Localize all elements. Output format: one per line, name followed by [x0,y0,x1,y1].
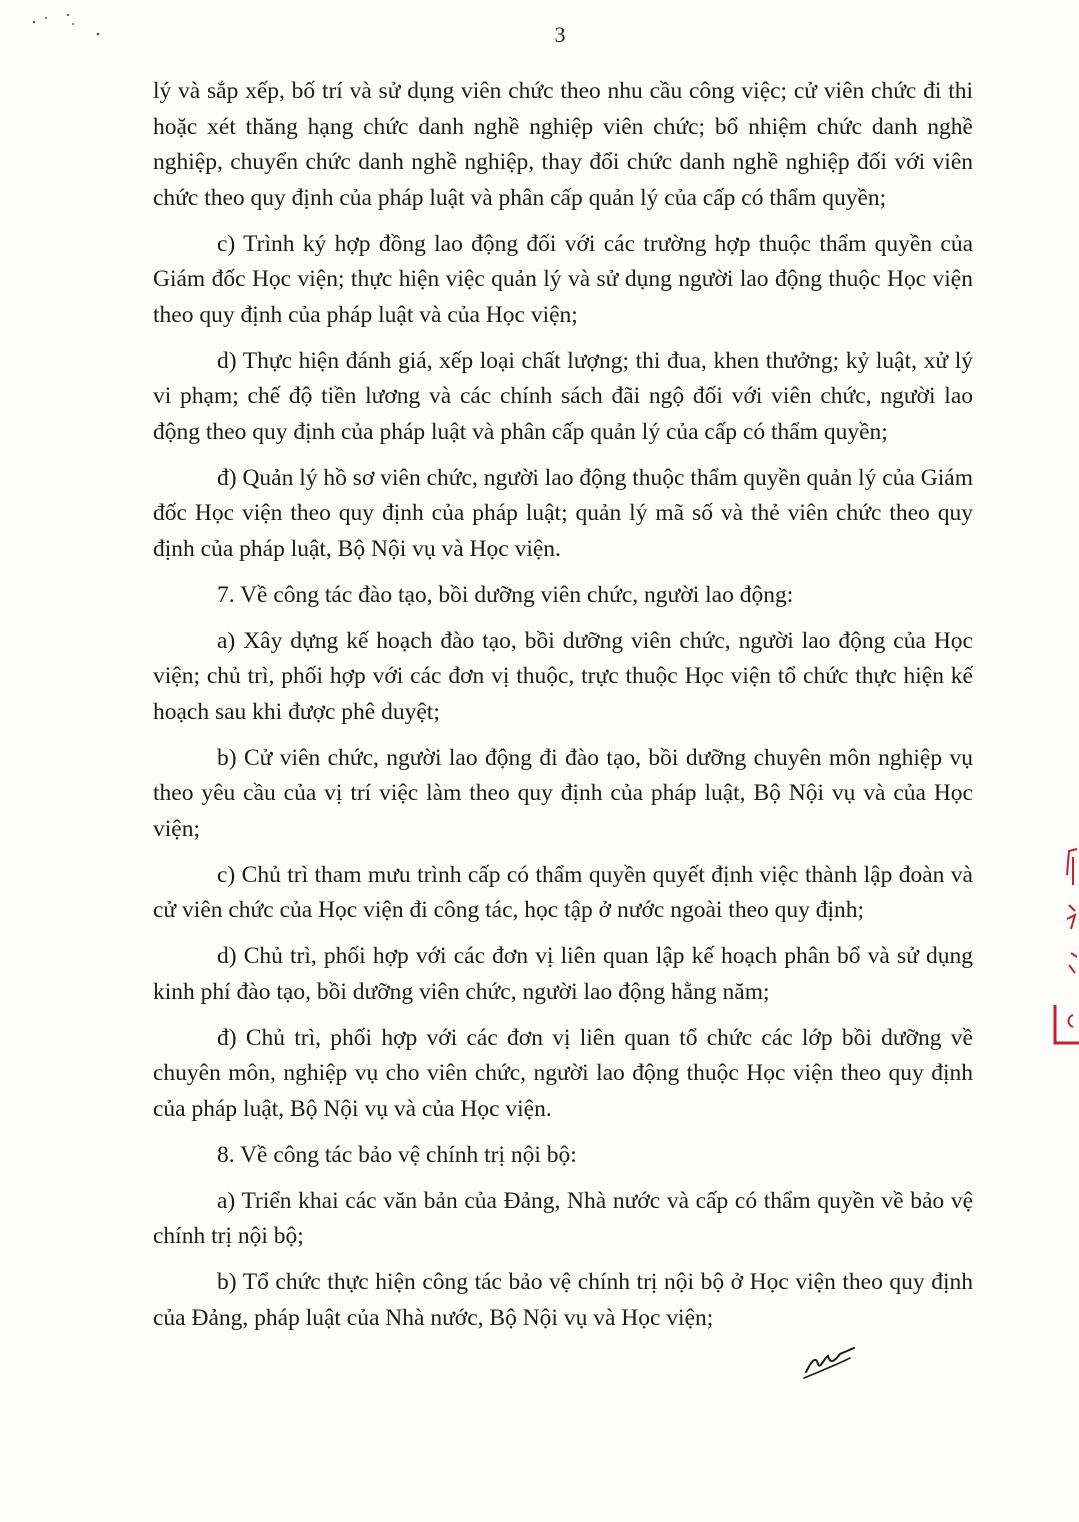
paragraph-item-d: d) Thực hiện đánh giá, xếp loại chất lượng; thi đua, khen thưởng; kỷ luật, xử lý vi phạm; chế độ tiền lương và các chính sách đãi ngộ đối với viên chức, người lao động theo quy định của pháp luật và phân cấp quản lý của cấp có thẩm quyền; [153,347,973,445]
paragraph-7dd: đ) Chủ trì, phối hợp với các đơn vị liên quan tổ chức các lớp bồi dưỡng về chuyên môn, nghiệp vụ cho viên chức, người lao động thuộc Học viện theo quy định của pháp luật, Bộ Nội vụ và của Học viện. [153,1024,973,1122]
paragraph-7a: a) Xây dựng kế hoạch đào tạo, bồi dưỡng viên chức, người lao động của Học viện; chủ trì, phối hợp với các đơn vị thuộc, trực thuộc Học viện tổ chức thực hiện kế hoạch sau khi được phê duyệt; [153,627,973,725]
paragraph-7d: d) Chủ trì, phối hợp với các đơn vị liên quan lập kế hoạch phân bổ và sử dụng kinh phí đào tạo, bồi dưỡng viên chức, người lao động hằng năm; [153,943,973,1005]
paragraph-8a: a) Triển khai các văn bản của Đảng, Nhà nước và cấp có thẩm quyền về bảo vệ chính trị nội bộ; [153,1187,973,1249]
section-heading-7: 7. Về công tác đào tạo, bồi dưỡng viên chức, người lao động: [217,581,794,608]
paragraph-item-dd: đ) Quản lý hồ sơ viên chức, người lao động thuộc thẩm quyền quản lý của Giám đốc Học viện theo quy định của pháp luật; quản lý mã số và thẻ viên chức theo quy định của pháp luật, Bộ Nội vụ và Học viện. [153,464,973,562]
handwritten-initial [800,1342,856,1382]
page-number: 3 [554,22,566,47]
paragraph-item-c: c) Trình ký hợp đồng lao động đối với các trường hợp thuộc thẩm quyền của Giám đốc Học viện; thực hiện việc quản lý và sử dụng người lao động thuộc Học viện theo quy định của pháp luật và của Học viện; [153,230,973,328]
paragraph-8b: b) Tổ chức thực hiện công tác bảo vệ chính trị nội bộ ở Học viện theo quy định của Đảng, pháp luật của Nhà nước, Bộ Nội vụ và Học viện; [153,1269,973,1331]
paragraph-7c: c) Chủ trì tham mưu trình cấp có thẩm quyền quyết định việc thành lập đoàn và cử viên chức của Học viện đi công tác, học tập ở nước ngoài theo quy định; [153,861,973,923]
paragraph-7b: b) Cử viên chức, người lao động đi đào tạo, bồi dưỡng chuyên môn nghiệp vụ theo yêu cầu của vị trí việc làm theo quy định của pháp luật, Bộ Nội vụ và của Học viện; [153,744,973,842]
section-heading-8: 8. Về công tác bảo vệ chính trị nội bộ: [217,1141,577,1168]
red-seal-stamp-edge [1049,845,1079,1045]
document-body [153,74,973,1347]
paragraph-continuation: lý và sắp xếp, bố trí và sử dụng viên chức theo nhu cầu công việc; cử viên chức đi thi hoặc xét thăng hạng chức danh nghề nghiệp viên chức; bổ nhiệm chức danh nghề nghiệp, chuyển chức danh nghề nghiệp, thay đổi chức danh nghề nghiệp đối với viên chức theo quy định của pháp luật và phân cấp quản lý của cấp có thẩm quyền; [153,78,973,211]
